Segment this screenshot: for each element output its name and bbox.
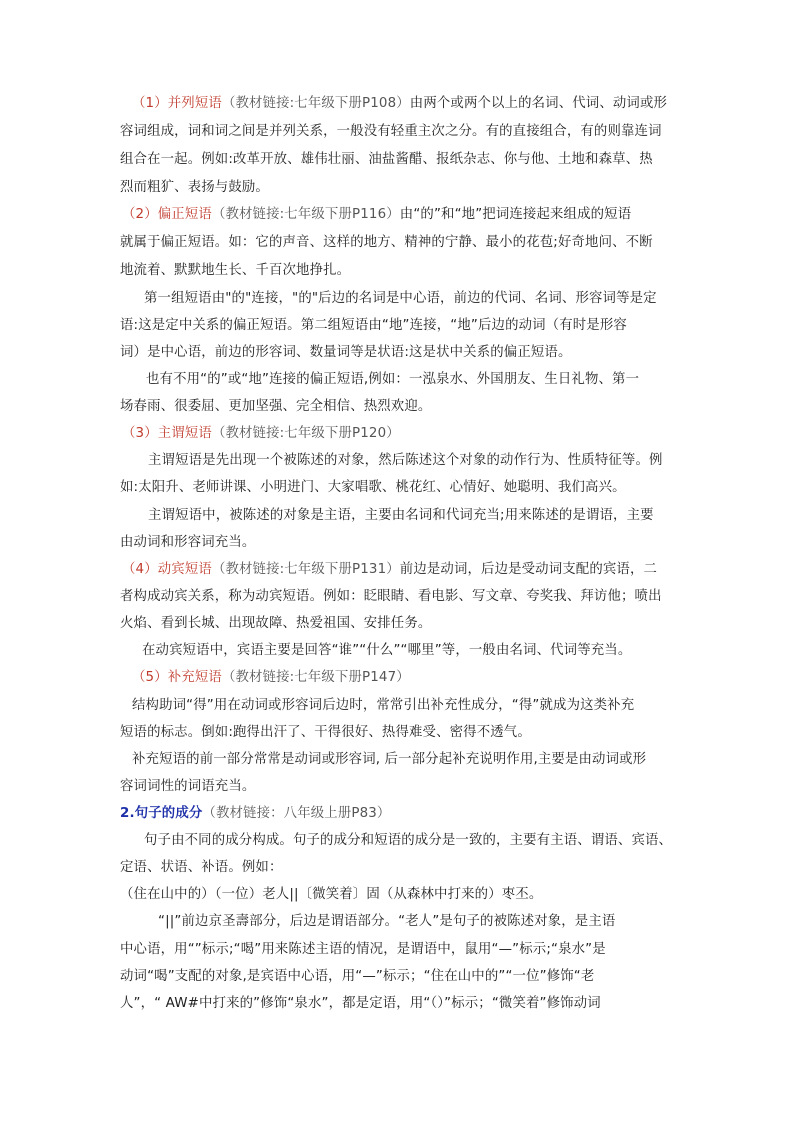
- text-line: 者构成动宾关系，称为动宾短语。例如：眨眼睛、看电影、写文章、夸奖我、拜访他；喷出: [120, 589, 662, 604]
- text-line: （1）并列短语（教材链接:七年级下册P108）由两个或两个以上的名词、代词、动词或形: [132, 96, 668, 111]
- text-line: 句子由不同的成分构成。句子的成分和短语的成分是一致的，主要有主语、谓语、宾语、: [144, 833, 673, 848]
- text-line: 定语、状语、补语。例如：: [120, 860, 283, 875]
- text-line: 由动词和形容词充当。: [120, 535, 256, 550]
- text-line: （5）补充短语（教材链接:七年级下册P147）: [132, 670, 410, 685]
- text-line: 人”，“ AW#中打来的”修饰“泉水”，都是定语，用“（）”标示；“微笑着”修饰动词: [120, 996, 601, 1011]
- text-line: 烈而粗犷、表扬与鼓励。: [120, 180, 269, 195]
- text-line: 地流着、默默地生长、千百次地挣扎。: [120, 263, 351, 278]
- text-line: 主谓短语是先出现一个被陈述的对象，然后陈述这个对象的动作行为、性质特征等。例: [148, 453, 663, 468]
- text-line: 场春雨、很委屈、更加坚强、完全相信、热烈欢迎。: [120, 399, 432, 414]
- text-line: （2）偏正短语（教材链接:七年级下册P116）由“的”和“地”把词连接起来组成的短语: [122, 207, 632, 222]
- text-line: “||”前边京圣壽部分，后边是谓语部分。“老人”是句子的被陈述对象，是主语: [158, 914, 616, 929]
- text-line: 就属于偏正短语。如：它的声音、这样的地方、精神的宁静、最小的花苞;好奇地问、不断: [120, 235, 653, 250]
- text-line: 短语的标志。倒如:跑得出汗了、干得很好、热得难受、密得不透气。: [120, 725, 531, 740]
- text-line: 主谓短语中，被陈述的对象是主语，主要由名词和代词充当;用来陈述的是谓语，主要: [148, 508, 654, 523]
- text-line: （4）动宾短语（教材链接:七年级下册P131）前边是动词，后边是受动词支配的宾语，二: [122, 562, 658, 577]
- section-heading: 2.句子的成分（教材链接：八年级上册P83）: [120, 806, 391, 821]
- text-line: 补充短语的前一部分常常是动词或形容词, 后一部分起补充说明作用,主要是由动词或形: [132, 752, 647, 767]
- text-line: 第一组短语由"的"连接，"的"后边的名词是中心语，前边的代词、名词、形容词等是定: [144, 291, 657, 306]
- text-line: （3）主谓短语（教材链接:七年级下册P120）: [122, 426, 400, 441]
- text-line: 结构助词“得”用在动词或形容词后边时，常常引出补充性成分，“得”就成为这类补充: [132, 698, 635, 713]
- text-line: 动词“喝”支配的对象,是宾语中心语，用“—”标示；“住在山中的”“一位”修饰“老: [120, 969, 595, 984]
- text-line: 火焰、看到长城、出现故障、热爱祖国、安排任务。: [120, 616, 432, 631]
- text-line: 组合在一起。例如:改革开放、雄伟壮丽、油盐酱醋、报纸杂志、你与他、土地和森草、热: [120, 152, 653, 167]
- text-line: 词）是中心语，前边的形容词、数量词等是状语:这是状中关系的偏正短语。: [120, 345, 572, 360]
- text-line: 容词组成，词和词之间是并列关系，一般没有轻重主次之分。有的直接组合，有的则靠连词: [120, 124, 662, 139]
- text-line: 语:这是定中关系的偏正短语。第二组短语由“地”连接，“地”后边的动词（有时是形容: [120, 318, 627, 333]
- text-line: 在动宾短语中，宾语主要是回答“谁”“什么”“哪里”等，一般由名词、代词等充当。: [142, 643, 632, 658]
- text-line: 中心语，用“”标示;“喝”用来陈述主语的情况，是谓语中，鼠用“—”标示;“泉水”是: [120, 942, 606, 957]
- example-sentence: （住在山中的）（一位）老人||〔微笑着〕固（从森林中打来的）枣丕。: [120, 887, 543, 902]
- text-line: 也有不用“的”或“地”连接的偏正短语,例如：一泓泉水、外国朋友、生日礼物、第一: [146, 372, 640, 387]
- text-line: 容词词性的词语充当。: [120, 779, 256, 794]
- text-line: 如:太阳升、老师讲课、小明进门、大家唱歌、桃花红、心情好、她聪明、我们高兴。: [120, 480, 626, 495]
